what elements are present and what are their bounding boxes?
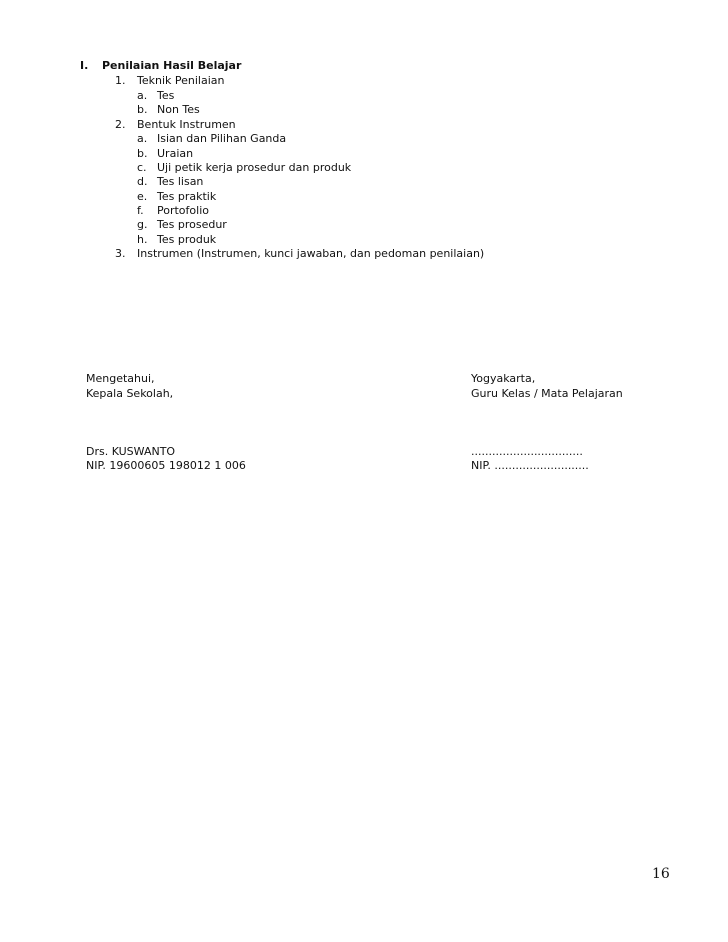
list-item: 3. Instrumen (Instrumen, kunci jawaban, dan pedoman penilaian) bbox=[115, 247, 485, 260]
list-item: 1. Teknik Penilaian bbox=[115, 74, 225, 87]
list-subitem: e. Tes praktik bbox=[137, 190, 217, 203]
page-number: 16 bbox=[652, 866, 670, 882]
list-subitem: d. Tes lisan bbox=[137, 175, 204, 188]
section-heading bbox=[80, 59, 241, 72]
principal-name: Drs. KUSWANTO bbox=[86, 445, 176, 458]
list-subitem: f. Portofolio bbox=[137, 204, 209, 217]
list-subitem: a. Tes bbox=[137, 89, 175, 102]
principal-nip: NIP. 19600605 198012 1 006 bbox=[86, 459, 246, 472]
section-title: Penilaian Hasil Belajar bbox=[102, 59, 242, 72]
teacher-nip: NIP. ........................... bbox=[471, 459, 589, 472]
list-subitem: h. Tes produk bbox=[137, 233, 217, 246]
teacher-title: Guru Kelas / Mata Pelajaran bbox=[471, 387, 623, 400]
list-subitem: b. Non Tes bbox=[137, 103, 200, 116]
list-subitem: a. Isian dan Pilihan Ganda bbox=[137, 132, 287, 145]
section-number: I. bbox=[80, 59, 89, 72]
teacher-name: ................................ bbox=[471, 445, 583, 458]
acknowledged-label: Mengetahui, bbox=[86, 372, 155, 385]
principal-title: Kepala Sekolah, bbox=[86, 387, 174, 400]
place-label: Yogyakarta, bbox=[471, 372, 536, 385]
list-subitem: c. Uji petik kerja prosedur dan produk bbox=[137, 161, 352, 174]
list-item: 2. Bentuk Instrumen bbox=[115, 118, 236, 131]
list-subitem: g. Tes prosedur bbox=[137, 218, 227, 231]
list-subitem: b. Uraian bbox=[137, 147, 194, 160]
